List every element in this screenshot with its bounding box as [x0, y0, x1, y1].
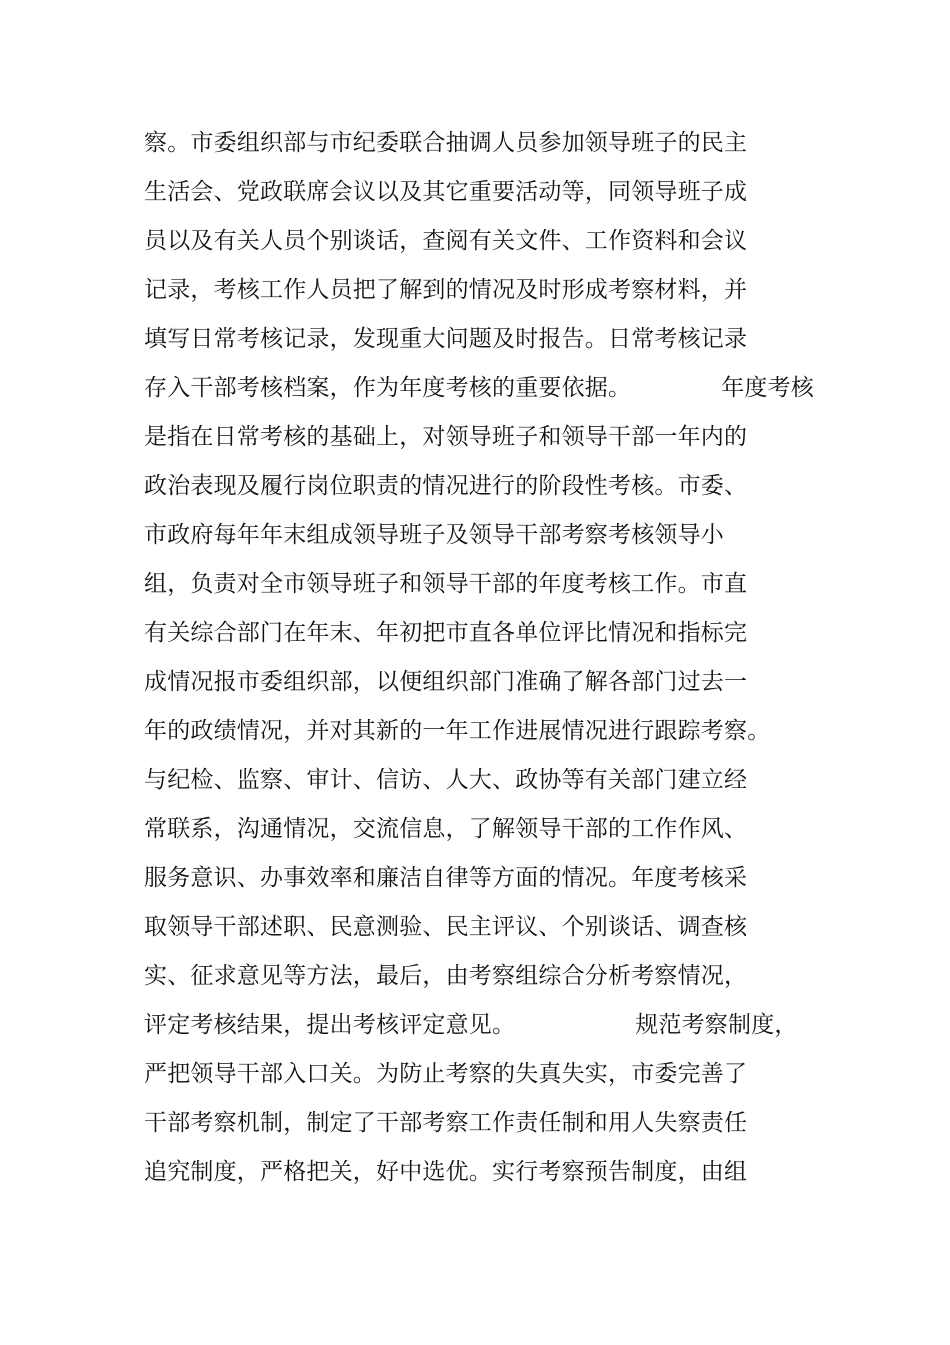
- text-line: 记录，考核工作人员把了解到的情况及时形成考察材料，并: [144, 277, 748, 303]
- text-line: 成情况报市委组织部，以便组织部门准确了解各部门过去一: [144, 669, 748, 695]
- text-line: 常联系，沟通情况，交流信息，了解领导干部的工作作风、: [144, 816, 748, 842]
- text-line: 是指在日常考核的基础上，对领导班子和领导干部一年内的: [144, 424, 748, 450]
- inline-heading-annual-assessment: 年度考核: [721, 375, 815, 401]
- text-line: 年的政绩情况，并对其新的一年工作进展情况进行跟踪考察。: [144, 718, 771, 744]
- text-line: 与纪检、监察、审计、信访、人大、政协等有关部门建立经: [144, 767, 748, 793]
- text-line: 实、征求意见等方法，最后，由考察组综合分析考察情况，: [144, 963, 748, 989]
- text-line: 追究制度，严格把关，好中选优。实行考察预告制度，由组: [144, 1159, 748, 1185]
- text-line: 市政府每年年末组成领导班子及领导干部考察考核领导小: [144, 522, 724, 548]
- text-line: 生活会、党政联席会议以及其它重要活动等，同领导班子成: [144, 179, 748, 205]
- text-line-with-heading: [144, 1005, 844, 1054]
- text-line: 干部考察机制，制定了干部考察工作责任制和用人失察责任: [144, 1110, 748, 1136]
- text-line-with-heading: [144, 368, 844, 417]
- text-line: 察。市委组织部与市纪委联合抽调人员参加领导班子的民主: [144, 130, 748, 156]
- text-line: 填写日常考核记录，发现重大问题及时报告。日常考核记录: [144, 326, 748, 352]
- text-line: 评定考核结果，提出考核评定意见。: [144, 1012, 516, 1038]
- text-line: 严把领导干部入口关。为防止考察的失真失实，市委完善了: [144, 1061, 748, 1087]
- text-line: 员以及有关人员个别谈话，查阅有关文件、工作资料和会议: [144, 228, 748, 254]
- text-line: 取领导干部述职、民意测验、民主评议、个别谈话、调查核: [144, 914, 748, 940]
- text-line: 服务意识、办事效率和廉洁自律等方面的情况。年度考核采: [144, 865, 748, 891]
- text-line: 组，负责对全市领导班子和领导干部的年度考核工作。市直: [144, 571, 748, 597]
- text-line: 政治表现及履行岗位职责的情况进行的阶段性考核。市委、: [144, 473, 748, 499]
- body-text: [144, 123, 844, 1201]
- inline-heading-assessment-system: 规范考察制度，: [635, 1012, 798, 1038]
- text-line: 有关综合部门在年末、年初把市直各单位评比情况和指标完: [144, 620, 748, 646]
- text-line: 存入干部考核档案，作为年度考核的重要依据。: [144, 375, 632, 401]
